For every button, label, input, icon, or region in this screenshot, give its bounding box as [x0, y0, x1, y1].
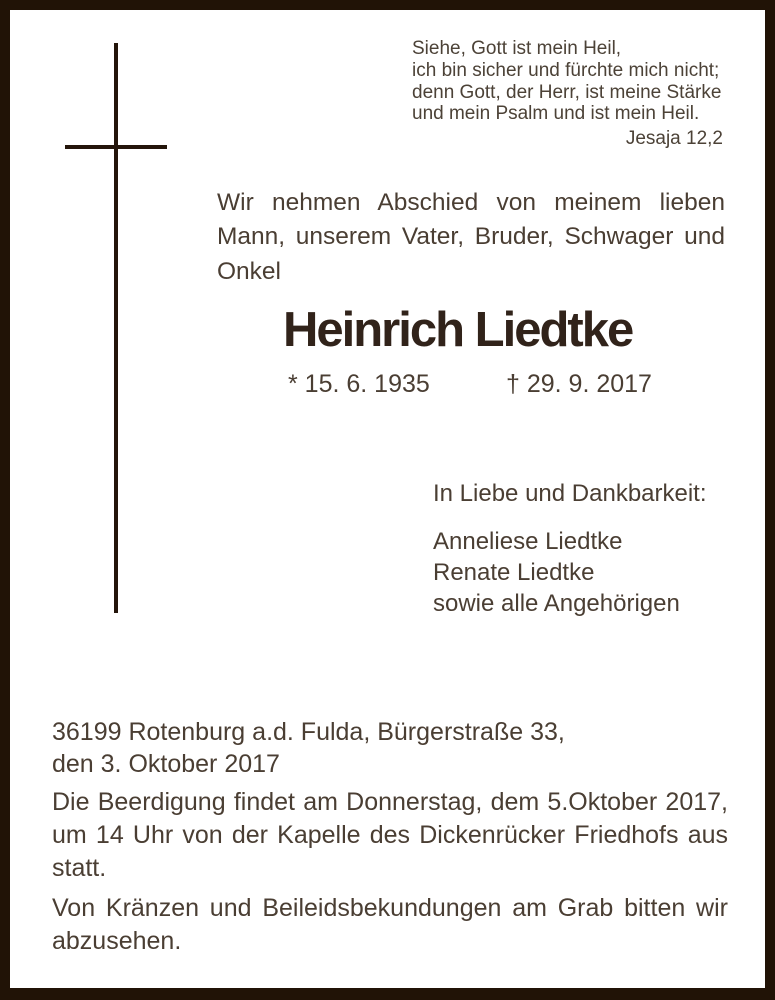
verse-line: ich bin sicher und fürchte mich nicht; — [412, 59, 720, 81]
mourner-names — [433, 526, 707, 619]
farewell-intro — [217, 186, 725, 289]
funeral-info-block — [52, 786, 728, 885]
funeral-line: um 14 Uhr von der Kapelle des Dickenrücker Friedhofs aus — [52, 821, 728, 849]
date-line: den 3. Oktober 2017 — [52, 750, 280, 778]
request-line: Von Kränzen und Beileidsbekundungen am Grab bitten wir — [52, 894, 728, 922]
verse-line: denn Gott, der Herr, ist meine Stärke — [412, 81, 722, 103]
death-date: † 29. 9. 2017 — [506, 370, 652, 398]
cross-horizontal-bar — [65, 145, 167, 149]
closing-line: In Liebe und Dankbarkeit: — [433, 480, 707, 507]
verse-line: Siehe, Gott ist mein Heil, — [412, 38, 622, 59]
birth-date: * 15. 6. 1935 — [288, 370, 430, 398]
intro-line: Wir nehmen Abschied von meinem lieben — [217, 189, 725, 216]
intro-line: Onkel — [217, 257, 282, 285]
intro-line: Mann, unserem Vater, Bruder, Schwager und — [217, 223, 725, 251]
mourners-block — [433, 478, 707, 619]
place-date-block — [52, 716, 728, 780]
verse-citation: Jesaja 12,2 — [625, 128, 723, 150]
address-line: 36199 Rotenburg a.d. Fulda, Bürgerstraße 33, — [52, 718, 565, 746]
bible-verse — [412, 38, 723, 150]
condolence-request-block — [52, 892, 728, 958]
deceased-name: Heinrich Liedtke — [283, 303, 633, 357]
funeral-line: Die Beerdigung findet am Donnerstag, dem 5.Oktober 2017, — [52, 788, 728, 816]
mourner-name: sowie alle Angehörigen — [433, 590, 680, 617]
cross-vertical-bar — [114, 43, 118, 613]
funeral-line: statt. — [52, 854, 107, 882]
verse-line: und mein Psalm und ist mein Heil. — [412, 103, 700, 125]
request-line: abzusehen. — [52, 927, 182, 955]
mourner-name: Renate Liedtke — [433, 559, 595, 586]
mourner-name: Anneliese Liedtke — [433, 528, 623, 555]
